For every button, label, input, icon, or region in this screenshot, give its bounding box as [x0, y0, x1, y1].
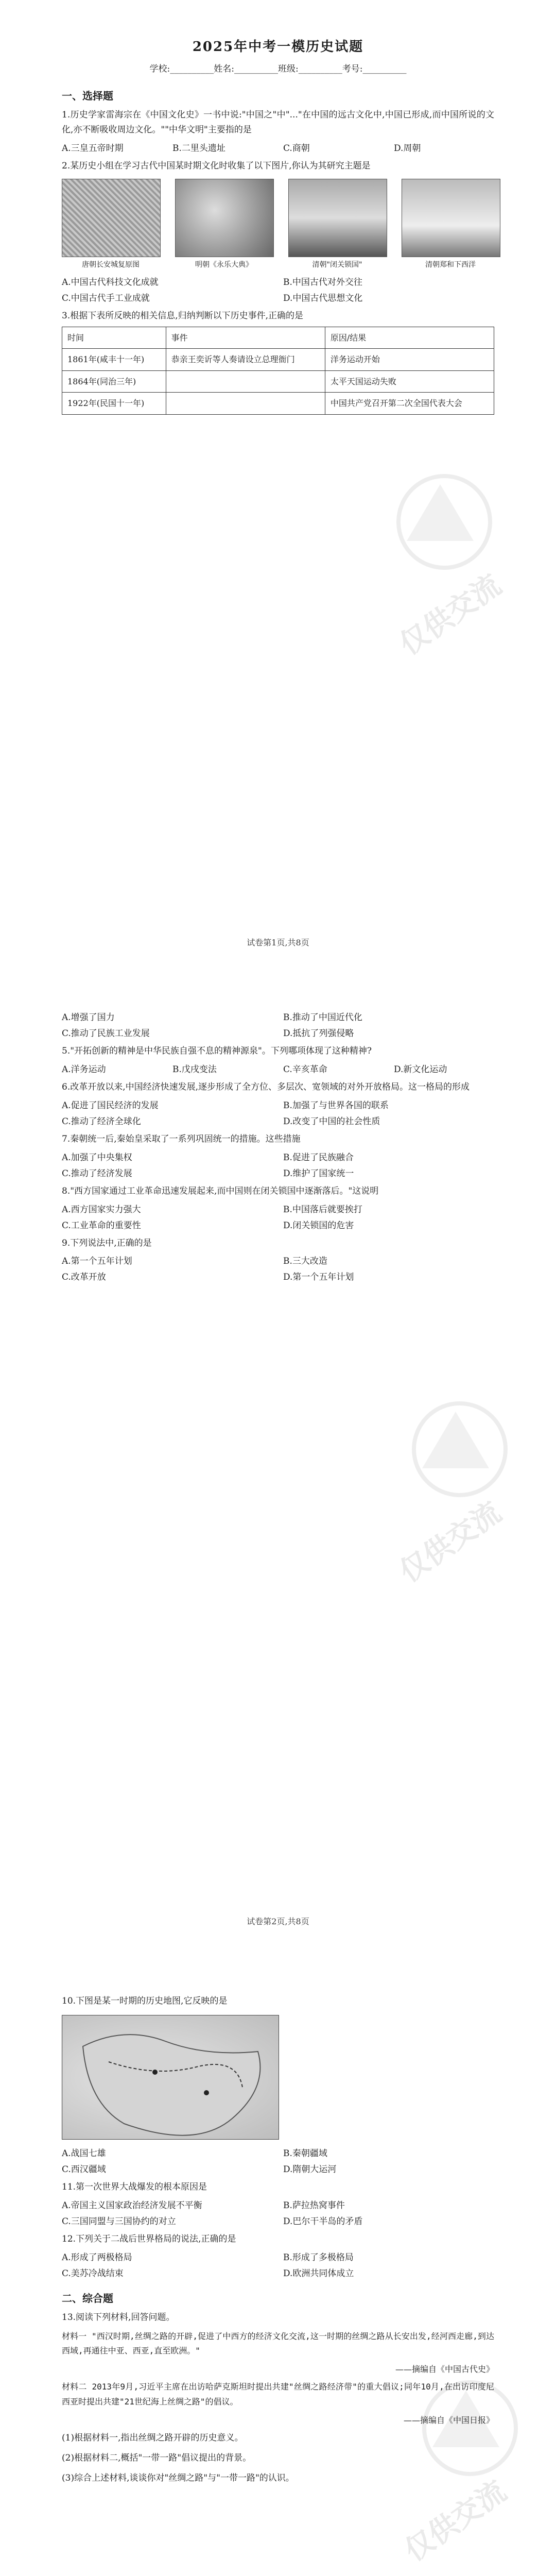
option[interactable]: A.形成了两极格局	[62, 2252, 132, 2263]
table-cell: 太平天国运动失败	[325, 370, 494, 393]
option[interactable]: A.增强了国力	[62, 1012, 115, 1023]
question-13-3: (3)综合上述材料,谈谈你对"丝绸之路"与"一带一路"的认识。	[62, 2472, 294, 2483]
question-3: 3.根据下表所反映的相关信息,归纳判断以下历史事件,正确的是	[62, 310, 304, 321]
material-1-source: ——摘编自《中国古代史》	[395, 2364, 494, 2375]
question-8-options	[62, 1202, 494, 1231]
figure-image	[175, 179, 274, 257]
option[interactable]: D.周朝	[394, 143, 421, 154]
question-7: 7.秦朝统一后,秦始皇采取了一系列巩固统一的措施。这些措施	[62, 1133, 301, 1144]
question-11: 11.第一次世界大战爆发的根本原因是	[62, 2181, 207, 2192]
exam-page-3	[0, 1958, 556, 2576]
table-cell: 事件	[166, 327, 325, 349]
exam-title: 2025年中考一模历史试题	[192, 39, 364, 55]
material-2: 材料二 2013年9月,习近平主席在出访哈萨克斯坦时提出共建"丝绸之路经济带"的重大倡议;同年10月,在出访印度尼西亚时提出共建"21世纪海上丝绸之路"的倡议。	[62, 2382, 494, 2406]
option[interactable]: D.维护了国家统一	[283, 1168, 354, 1179]
table-row	[62, 393, 494, 415]
question-13: 13.阅读下列材料,回答问题。	[62, 2312, 175, 2323]
option[interactable]: B.二里头遗址	[172, 143, 225, 154]
question-10: 10.下图是某一时期的历史地图,它反映的是	[62, 1996, 228, 2006]
page-footer: 试卷第2页,共8页	[247, 1917, 309, 1926]
question-2: 2.某历史小组在学习古代中国某时期文化时收集了以下图片,你认为其研究主题是	[62, 160, 371, 171]
question-2-options	[62, 275, 494, 303]
option[interactable]: B.促进了民族融合	[283, 1152, 354, 1163]
watermark-text: 仅供交流	[393, 1495, 507, 1589]
option[interactable]: A.西方国家实力强大	[62, 1204, 141, 1215]
option[interactable]: B.加强了与世界各国的联系	[283, 1100, 389, 1111]
option[interactable]: C.推动了民族工业发展	[62, 1028, 150, 1039]
option[interactable]: B.中国古代对外交往	[283, 277, 362, 287]
option[interactable]: C.推动了经济发展	[62, 1168, 132, 1179]
question-13-2: (2)根据材料二,概括"一带一路"倡议提出的背景。	[62, 2452, 252, 2463]
table-cell: 时间	[62, 327, 166, 349]
option[interactable]: A.帝国主义国家政治经济发展不平衡	[62, 2200, 202, 2211]
question-5-options	[62, 1062, 494, 1075]
table-row	[62, 327, 494, 349]
material-1: 材料一 "西汉时期,丝绸之路的开辟,促进了中西方的经济文化交流,这一时期的丝绸之路从长安出发,经河西走廊,到达西域,再通往中亚、西亚,直至欧洲。"	[62, 2331, 494, 2356]
option[interactable]: C.辛亥革命	[283, 1064, 327, 1075]
question-13-1: (1)根据材料一,指出丝绸之路开辟的历史意义。	[62, 2432, 244, 2443]
page-footer: 试卷第1页,共8页	[247, 938, 309, 947]
table-cell: 1864年(同治三年)	[62, 370, 166, 393]
option[interactable]: D.巴尔干半岛的矛盾	[283, 2216, 363, 2227]
option[interactable]: B.三大改造	[283, 1256, 327, 1267]
question-4-options	[62, 1010, 494, 1039]
question-2-figures	[62, 179, 494, 269]
section-heading-choice: 一、选择题	[62, 90, 113, 102]
option[interactable]: B.形成了多极格局	[283, 2252, 354, 2263]
figure-image	[402, 179, 500, 257]
option[interactable]: A.促进了国民经济的发展	[62, 1100, 159, 1111]
figure-caption: 清朝"闭关锁国"	[312, 260, 362, 269]
table-cell: 1861年(咸丰十一年)	[62, 349, 166, 371]
option[interactable]: A.三皇五帝时期	[62, 143, 124, 154]
option[interactable]: B.萨拉热窝事件	[283, 2200, 345, 2211]
option[interactable]: D.新文化运动	[394, 1064, 447, 1075]
option[interactable]: C.推动了经济全球化	[62, 1116, 141, 1127]
figure-caption: 唐朝长安城复原图	[82, 260, 140, 269]
figure-image	[62, 179, 161, 257]
option[interactable]: B.推动了中国近代化	[283, 1012, 362, 1023]
question-12-options	[62, 2250, 494, 2279]
option[interactable]: A.加强了中央集权	[62, 1152, 132, 1163]
option[interactable]: D.第一个五年计划	[283, 1272, 354, 1283]
exam-page-2	[0, 979, 556, 1958]
map-outline-icon	[62, 2015, 279, 2139]
option[interactable]: C.工业革命的重要性	[62, 1220, 141, 1231]
watermark-text: 仅供交流	[393, 568, 507, 662]
table-cell	[166, 393, 325, 415]
table-cell	[166, 370, 325, 393]
question-6-options	[62, 1098, 494, 1127]
figure-caption: 清朝郑和下西洋	[425, 260, 476, 269]
question-6: 6.改革开放以来,中国经济快速发展,逐步形成了全方位、多层次、宽领域的对外开放格局。这一格局的形成	[62, 1081, 470, 1092]
section-heading-comprehensive: 二、综合题	[62, 2292, 113, 2304]
option[interactable]: B.中国落后就要挨打	[283, 1204, 362, 1215]
option[interactable]: B.秦朝疆域	[283, 2148, 327, 2159]
question-10-options	[62, 2146, 494, 2175]
table-cell: 1922年(民国十一年)	[62, 393, 166, 415]
question-11-options	[62, 2198, 494, 2227]
question-3-table	[62, 327, 494, 415]
option[interactable]: A.战国七雄	[62, 2148, 106, 2159]
question-9-options	[62, 1253, 494, 1282]
option[interactable]: D.中国古代思想文化	[283, 293, 363, 303]
option[interactable]: C.美苏冷战结束	[62, 2268, 124, 2279]
table-cell: 原因/结果	[325, 327, 494, 349]
exam-page-1	[0, 0, 556, 979]
option[interactable]: C.商朝	[283, 143, 310, 154]
table-cell: 恭亲王奕䜣等人奏请设立总理衙门	[166, 349, 325, 371]
option[interactable]: C.三国同盟与三国协约的对立	[62, 2216, 176, 2227]
question-12: 12.下列关于二战后世界格局的说法,正确的是	[62, 2233, 236, 2244]
table-cell: 中国共产党召开第二次全国代表大会	[325, 393, 494, 415]
material-2-source: ——摘编自《中国日报》	[403, 2415, 494, 2425]
option[interactable]: D.欧洲共同体成立	[283, 2268, 354, 2279]
option[interactable]: A.洋务运动	[62, 1064, 106, 1075]
option[interactable]: D.改变了中国的社会性质	[283, 1116, 380, 1127]
figure-image	[288, 179, 387, 257]
watermark-text: 仅供交流	[398, 2474, 512, 2568]
question-1-options	[62, 141, 494, 154]
historical-map	[62, 2015, 279, 2140]
question-8: 8."西方国家通过工业革命迅速发展起来,而中国则在闭关锁国中逐渐落后。"这说明	[62, 1185, 379, 1196]
figure-caption: 明朝《永乐大典》	[195, 260, 253, 269]
question-5: 5."开拓创新的精神是中华民族自强不息的精神源泉"。下列哪项体现了这种精神?	[62, 1046, 372, 1056]
option[interactable]: C.改革开放	[62, 1272, 106, 1283]
table-cell: 洋务运动开始	[325, 349, 494, 371]
option[interactable]: D.闭关锁国的危害	[283, 1220, 354, 1231]
option[interactable]: C.西汉疆域	[62, 2164, 106, 2175]
option[interactable]: D.抵抗了列强侵略	[283, 1028, 354, 1039]
option[interactable]: B.戊戌变法	[172, 1064, 217, 1075]
question-9: 9.下列说法中,正确的是	[62, 1238, 152, 1248]
option[interactable]: A.中国古代科技文化成就	[62, 277, 159, 287]
option[interactable]: D.隋朝大运河	[283, 2164, 337, 2175]
student-info-line: 学校:__________姓名:__________班级:__________考号:__________	[149, 64, 407, 74]
question-7-options	[62, 1150, 494, 1179]
table-row	[62, 349, 494, 371]
table-row	[62, 370, 494, 393]
question-1: 1.历史学家雷海宗在《中国文化史》一书中说:"中国之"中"..."在中国的远古文化中,中国已形成,而中国所说的文化,亦不断吸收周边文化。""中华文明"主要指的是	[62, 110, 494, 135]
option[interactable]: A.第一个五年计划	[62, 1256, 132, 1267]
option[interactable]: C.中国古代手工业成就	[62, 293, 150, 303]
